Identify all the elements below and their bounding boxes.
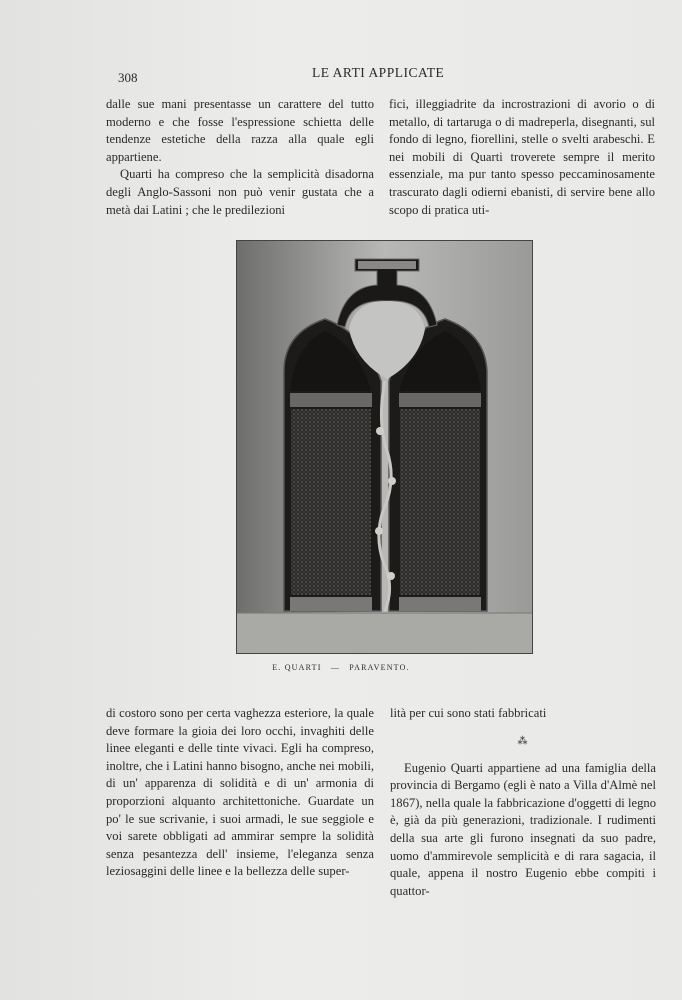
paragraph: Eugenio Quarti appartiene ad una famiglia della provincia di Bergamo (egli è nato a Villa d'Almè nel 1867), nella quale la fabbricazione d'oggetti di legno è, già da più generazioni, tradizionale. I rudimenti della sua arte gli furono insegnati da suo padre, uomo d'ammirevole semplicità e di rara sagacia, il quale, appena il nostro Eugenio ebbe compiti i quattor- — [390, 760, 656, 898]
paragraph: dalle sue mani presentasse un carattere del tutto moderno e che fosse l'espressione schietta delle tendenze estetiche della razza alla quale egli appartiene. — [106, 97, 374, 164]
bottom-right-column — [390, 705, 656, 900]
page-number: 308 — [118, 70, 138, 85]
running-title: LE ARTI APPLICATE — [312, 65, 445, 80]
bottom-left-column — [106, 705, 374, 881]
caption-title: PARAVENTO. — [349, 663, 410, 672]
paragraph: fici, illeggiadrite da incrostrazioni di avorio o di metallo, di tartaruga o di madreperla, disegnanti, sul fondo di legno, fiorellini, stelle o svelti arabeschi. E nei mobili di Quarti troverete sempre il merito essenziale, ma pur tanto spesso peccaminosamente trascurato dagli odierni ebanisti, di servire bene allo scopo di pratica uti- — [389, 97, 655, 217]
section-mark: ⁂ — [517, 735, 529, 747]
figure-caption — [0, 663, 682, 672]
continuation-line: lità per cui sono stati fabbricati — [390, 706, 547, 720]
paragraph: Quarti ha compreso che la semplicità disadorna degli Anglo-Sassoni non può venir gustata che a metà dai Latini ; che le predilezioni — [106, 167, 374, 217]
top-left-column — [106, 96, 374, 219]
caption-dash: — — [330, 663, 341, 672]
caption-author: E. QUARTI — [272, 663, 322, 672]
top-right-column — [389, 96, 655, 219]
folding-screen-photograph — [236, 240, 533, 654]
paragraph: di costoro sono per certa vaghezza esteriore, la quale deve formare la gioia dei loro occhi, invaghiti delle linee eleganti e delle tinte vivaci. Egli ha compreso, inoltre, che i Latini hanno bisogno, anche nei mobili, di un' apparenza di solidità e di un' armonia di proporzioni alquanto architettoniche. Guardate un po' le sue scrivanie, i suoi armadi, le sue seggiole e voi sarete obbligati ad ammirar sempre la solidità senza pesantezza dell' insieme, l'eleganza senza leziosaggini delle linee e la bellezza delle super- — [106, 706, 374, 879]
